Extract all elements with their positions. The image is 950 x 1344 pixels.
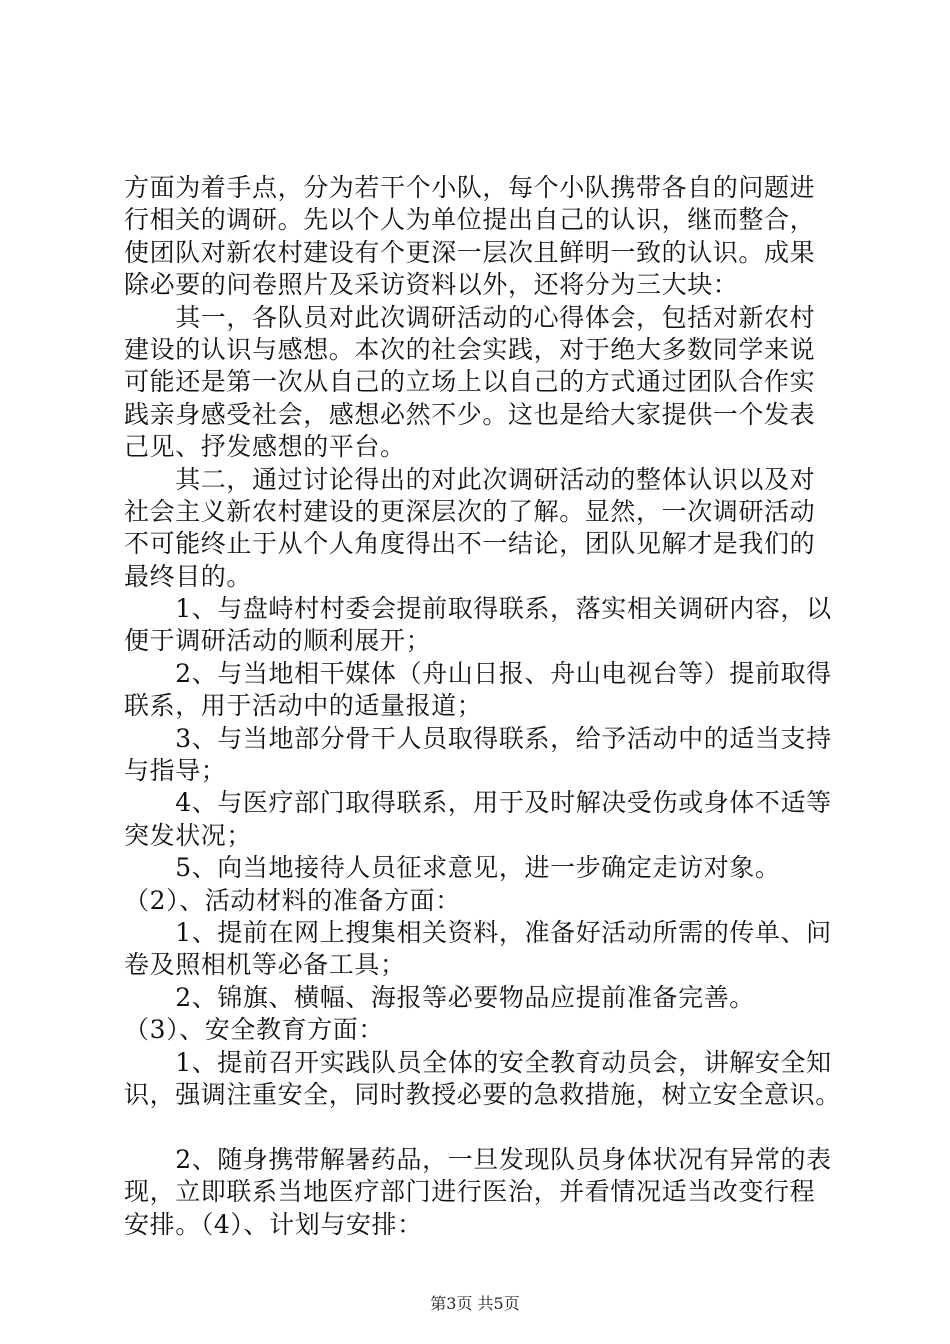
text-line: 2、锦旗、横幅、海报等必要物品应提前准备完善。	[124, 982, 755, 1012]
text-line: 突发状况；	[124, 820, 253, 850]
text-line: 1、与盘峙村村委会提前取得联系，落实相关调研内容，以	[124, 594, 832, 624]
text-line: （3）、安全教育方面：	[124, 1015, 385, 1045]
text-line: 使团队对新农村建设有个更深一层次且鲜明一致的认识。成果	[124, 237, 816, 267]
text-line: 可能还是第一次从自己的立场上以自己的方式通过团队合作实	[124, 367, 816, 397]
text-line: 行相关的调研。先以个人为单位提出自己的认识，继而整合，	[124, 205, 816, 235]
text-line: 安排。（4）、计划与安排：	[124, 1209, 423, 1239]
text-line: 5、向当地接待人员征求意见，进一步确定走访对象。	[124, 853, 781, 883]
text-line: 4、与医疗部门取得联系，用于及时解决受伤或身体不适等	[124, 788, 832, 818]
page-footer	[0, 1294, 950, 1314]
text-line: 与指导；	[124, 756, 227, 786]
text-line: 卷及照相机等必备工具；	[124, 950, 406, 980]
text-line: 不可能终止于从个人角度得出不一结论，团队见解才是我们的	[124, 529, 816, 559]
text-line: 联系，用于活动中的适量报道；	[124, 691, 483, 721]
text-line: 最终目的。	[124, 561, 253, 591]
text-line: 1、提前在网上搜集相关资料，准备好活动所需的传单、问	[124, 917, 832, 947]
body-text	[124, 172, 841, 1241]
text-line: 其二，通过讨论得出的对此次调研活动的整体认识以及对	[124, 464, 816, 494]
text-line: 方面为着手点，分为若干个小队，每个小队携带各自的问题进	[124, 173, 816, 202]
text-line: 3、与当地部分骨干人员取得联系，给予活动中的适当支持	[124, 723, 832, 753]
text-line: 2、与当地相干媒体（舟山日报、舟山电视台等）提前取得	[124, 658, 832, 688]
text-line: （2）、活动材料的准备方面：	[124, 885, 461, 915]
text-line: 识，强调注重安全，同时教授必要的急救措施，树立安全意识。	[124, 1079, 841, 1109]
text-line: 践亲身感受社会，感想必然不少。这也是给大家提供一个发表	[124, 399, 816, 429]
text-line: 建设的认识与感想。本次的社会实践，对于绝大多数同学来说	[124, 334, 816, 364]
text-line: 2、随身携带解暑药品，一旦发现队员身体状况有异常的表	[124, 1144, 832, 1174]
blank-line	[124, 1111, 834, 1143]
page-number-label: 第3页 共5页	[430, 1294, 520, 1313]
text-line: 其一，各队员对此次调研活动的心得体会，包括对新农村	[124, 302, 816, 332]
text-line: 现，立即联系当地医疗部门进行医治，并看情况适当改变行程	[124, 1177, 816, 1207]
text-line: 己见、抒发感想的平台。	[124, 432, 406, 462]
text-line: 便于调研活动的顺利展开；	[124, 626, 432, 656]
text-line: 1、提前召开实践队员全体的安全教育动员会，讲解安全知	[124, 1047, 832, 1077]
text-line: 社会主义新农村建设的更深层次的了解。显然，一次调研活动	[124, 496, 816, 526]
text-line: 除必要的问卷照片及采访资料以外，还将分为三大块：	[124, 270, 739, 300]
